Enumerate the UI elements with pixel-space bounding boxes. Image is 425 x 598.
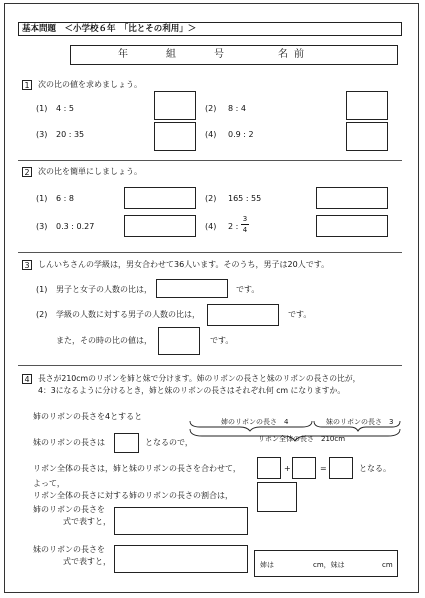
q1-item2-expr: 8 : 4 bbox=[228, 104, 246, 113]
q4-sum-box1[interactable] bbox=[257, 457, 281, 479]
q2-answer4-box[interactable] bbox=[316, 215, 388, 237]
q1-item1-expr: 4 : 5 bbox=[56, 104, 74, 113]
q3-part2b-end: です。 bbox=[210, 336, 234, 345]
q2-item3-expr: 0.3 : 0.27 bbox=[56, 222, 95, 231]
q4-imouto-expr-b: 式で表すと， bbox=[63, 557, 111, 566]
q3-part1-text: 男子と女子の人数の比は， bbox=[56, 285, 152, 294]
q1-item4-label: (4) bbox=[205, 130, 217, 139]
q4-answer-cm2: cm bbox=[382, 561, 393, 569]
q1-answer3-box[interactable] bbox=[154, 122, 196, 151]
q4-step2: 妹のリボンの長さは bbox=[33, 438, 105, 447]
q4-step2-end: となるので， bbox=[145, 438, 193, 447]
q2-item4-fraction-numerator: 3 bbox=[242, 215, 248, 223]
q1-answer2-box[interactable] bbox=[346, 91, 388, 120]
q4-line2: 4：3になるように分けるとき，姉と妹のリボンの長さはそれぞれ何 cm になりますか。 bbox=[38, 386, 346, 395]
q4-ratio-box[interactable] bbox=[114, 433, 139, 453]
q2-instruction: 次の比を簡単にしましょう。 bbox=[38, 167, 142, 176]
q3-number: 3 bbox=[22, 260, 32, 270]
q2-answer2-box[interactable] bbox=[316, 187, 388, 209]
q2-item2-expr: 165 : 55 bbox=[228, 194, 262, 203]
q4-step1: 姉のリボンの長さを4とすると bbox=[33, 412, 143, 421]
q4-answer-ane: 姉は bbox=[260, 561, 274, 569]
divider-2 bbox=[18, 252, 402, 253]
divider-3 bbox=[18, 365, 402, 366]
q2-item4-expr: 2 : bbox=[228, 222, 239, 231]
q4-ane-expr-a: 姉のリボンの長さを bbox=[33, 505, 105, 514]
q2-item1-expr: 6 : 8 bbox=[56, 194, 74, 203]
q3-answer1-box[interactable] bbox=[156, 279, 228, 298]
q3-part2-text: 学級の人数に対する男子の人数の比は， bbox=[56, 310, 200, 319]
q1-item1-label: (1) bbox=[36, 104, 48, 113]
total-brace bbox=[190, 425, 200, 431]
q1-number: 1 bbox=[22, 80, 32, 90]
q4-imouto-expr-a: 妹のリボンの長さを bbox=[33, 545, 105, 554]
q4-ane-expr-box[interactable] bbox=[114, 507, 248, 535]
q2-answer1-box[interactable] bbox=[124, 187, 196, 209]
q1-item3-label: (3) bbox=[36, 130, 48, 139]
q3-part1-label: (1) bbox=[36, 285, 48, 294]
q4-step4: よって， bbox=[33, 479, 65, 488]
diagram-total-label: リボン全体の長さ 210cm bbox=[258, 435, 346, 443]
q3-part2-label: (2) bbox=[36, 310, 48, 319]
q4-proportion-box[interactable] bbox=[257, 482, 297, 512]
q4-answer-cm1: cm，妹は bbox=[313, 561, 345, 569]
q3-part1-end: です。 bbox=[236, 285, 260, 294]
q4-sum-box3[interactable] bbox=[329, 457, 353, 479]
q3-part2-end: です。 bbox=[288, 310, 312, 319]
q1-item2-label: (2) bbox=[205, 104, 217, 113]
q4-step5: リボン全体の長さに対する姉のリボンの長さの割合は， bbox=[33, 491, 233, 500]
q2-item2-label: (2) bbox=[205, 194, 217, 203]
q1-answer4-box[interactable] bbox=[346, 122, 388, 151]
q4-sum-box2[interactable] bbox=[292, 457, 316, 479]
diagram-ane-label: 姉のリボンの長さ 4 bbox=[221, 418, 289, 426]
q2-item4-fraction-denominator: 4 bbox=[242, 226, 248, 234]
q4-imouto-expr-box[interactable] bbox=[114, 545, 248, 573]
q3-part2b-text: また，その時の比の値は， bbox=[56, 336, 152, 345]
diagram-imouto-label: 妹のリボンの長さ 3 bbox=[326, 418, 394, 426]
q1-item3-expr: 20 : 35 bbox=[56, 130, 85, 139]
q4-number: 4 bbox=[22, 374, 32, 384]
q4-ane-expr-b: 式で表すと， bbox=[63, 517, 111, 526]
q2-item4-fraction-bar bbox=[241, 224, 249, 225]
q1-item4-expr: 0.9 : 2 bbox=[228, 130, 254, 139]
page-title: 基本問題 ＜小学校６年 「比とその利用」＞ bbox=[22, 24, 197, 34]
q3-instruction: しんいちさんの学級は，男女合わせて36人います。そのうち，男子は20人です。 bbox=[38, 260, 330, 269]
divider-1 bbox=[18, 160, 402, 161]
name-row: 年 組 号 名前 bbox=[118, 49, 310, 60]
q2-item4-label: (4) bbox=[205, 222, 217, 231]
q2-answer3-box[interactable] bbox=[124, 215, 196, 237]
q3-answer3-box[interactable] bbox=[158, 327, 200, 355]
q1-instruction: 次の比の値を求めましょう。 bbox=[38, 80, 142, 89]
q1-answer1-box[interactable] bbox=[154, 91, 196, 120]
q2-item3-label: (3) bbox=[36, 222, 48, 231]
q4-equals: = bbox=[320, 464, 327, 473]
q4-step3: リボン全体の長さは，姉と妹のリボンの長さを合わせて， bbox=[33, 464, 241, 473]
q4-line1: 長さが210cmのリボンを姉と妹で分けます。姉のリボンの長さと妹のリボンの長さの比が， bbox=[38, 374, 361, 383]
q4-plus: + bbox=[284, 464, 291, 473]
q2-item1-label: (1) bbox=[36, 194, 48, 203]
q4-step3-end: となる。 bbox=[359, 464, 391, 473]
q3-answer2-box[interactable] bbox=[207, 304, 279, 326]
q2-number: 2 bbox=[22, 167, 32, 177]
